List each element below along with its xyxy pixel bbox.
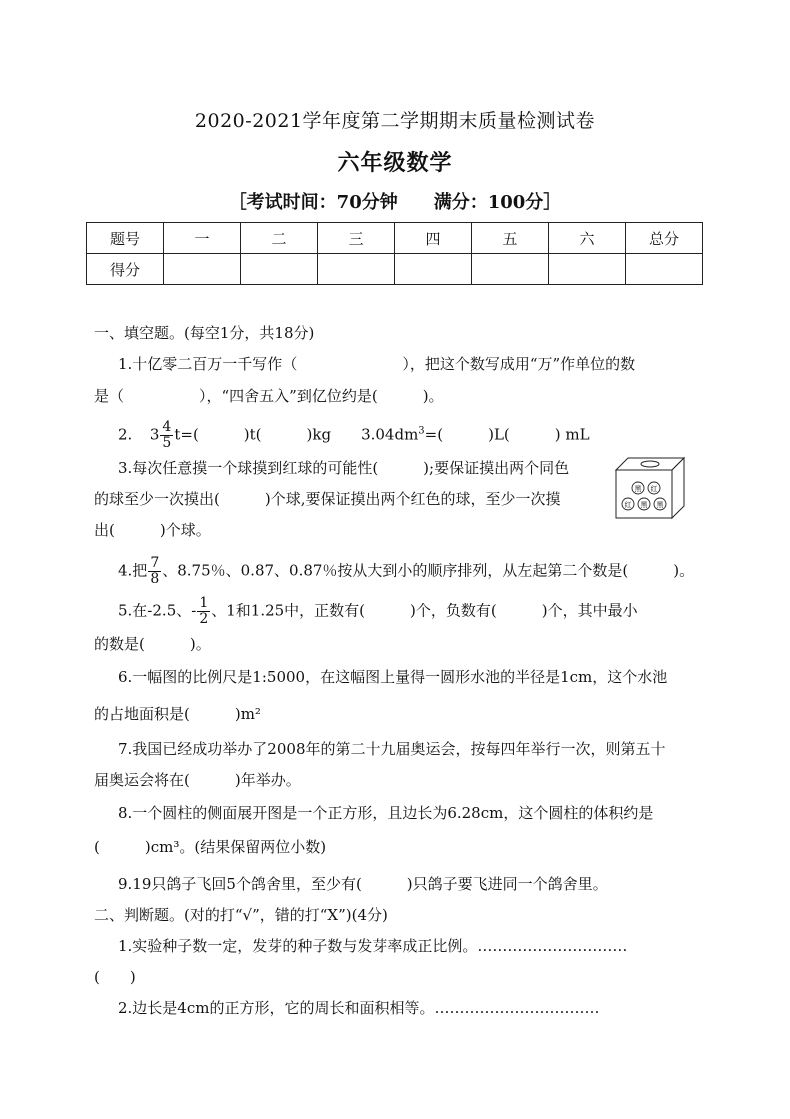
question-8-line2: ( )cm³。(结果保留两位小数) [94, 838, 327, 856]
question-3-line1: 3.每次任意摸一个球摸到红球的可能性( );要保证摸出两个同色 [118, 459, 570, 477]
score-table-cell: 三 [318, 223, 395, 254]
question-2-text: t=( )t( )kg 3.04dm [174, 425, 419, 444]
fraction [160, 420, 173, 451]
fraction-denominator: 8 [150, 571, 160, 587]
question-4-prefix: 4.把 [118, 561, 148, 580]
question-5-text: 、1和1.25中，正数有( )个，负数有( )个，其中最小 [211, 601, 638, 620]
fraction [148, 556, 161, 587]
mixed-number-whole: 3 [149, 425, 160, 444]
question-5-line1 [118, 596, 638, 627]
fraction-numerator: 1 [199, 595, 209, 611]
score-table-cell: 五 [472, 223, 549, 254]
score-cell-empty[interactable] [164, 254, 241, 285]
question-7-line1: 7.我国已经成功举办了2008年的第二十九届奥运会，按每四年举行一次，则第五十 [118, 740, 666, 758]
question-4-text: 、8.75％、0.87、0.87％按从大到小的顺序排列，从左起第二个数是( )。 [162, 561, 695, 580]
ball-label: 黑 [656, 501, 664, 509]
section2-heading: 二、判断题。(对的打“√”，错的打“X”)(4分) [94, 906, 388, 924]
score-cell-empty[interactable] [318, 254, 395, 285]
score-cell-empty[interactable] [241, 254, 318, 285]
subject-heading: 六年级数学 [337, 150, 453, 176]
judgment-1: 1.实验种子数一定，发芽的种子数与发芽率成正比例。………………………… [118, 937, 628, 955]
question-1-line1: 1.十亿零二百万一千写作（ ），把这个数写成用“万”作单位的数 [118, 355, 636, 373]
fraction-numerator: 4 [162, 419, 172, 435]
question-4 [118, 556, 694, 587]
score-table-cell: 题号 [87, 223, 164, 254]
score-cell-empty[interactable] [549, 254, 626, 285]
question-1-line2: 是（ ），“四舍五入”到亿位约是( )。 [94, 387, 444, 405]
question-7-line2: 届奥运会将在( )年举办。 [94, 771, 301, 789]
score-table-score-row [87, 254, 703, 285]
ball-box-illustration [614, 456, 686, 520]
score-table-cell: 六 [549, 223, 626, 254]
question-2 [118, 420, 590, 451]
ball-label: 红 [650, 485, 658, 493]
section1-heading: 一、填空题。(每空1分，共18分) [94, 324, 315, 342]
score-table [86, 222, 703, 285]
question-8-line1: 8.一个圆柱的侧面展开图是一个正方形，且边长为6.28cm，这个圆柱的体积约是 [118, 804, 654, 822]
fraction-numerator: 7 [150, 555, 160, 571]
score-table-cell: 总分 [626, 223, 703, 254]
question-6-line1: 6.一幅图的比例尺是1:5000，在这幅图上量得一圆形水池的半径是1cm，这个水池 [118, 668, 668, 686]
judgment-2: 2.边长是4cm的正方形，它的周长和面积相等。…………………………… [118, 999, 600, 1017]
ball-label: 黑 [634, 485, 642, 493]
score-cell-empty[interactable] [472, 254, 549, 285]
question-6-line2: 的占地面积是( )m² [94, 705, 261, 723]
exam-title: 2020-2021学年度第二学期期末质量检测试卷 [194, 110, 596, 132]
fraction-denominator: 5 [162, 435, 172, 451]
score-table-cell: 一 [164, 223, 241, 254]
ball-label: 黑 [640, 501, 648, 509]
score-table-cell: 二 [241, 223, 318, 254]
exam-info: ［考试时间：70分钟 满分：100分］ [228, 192, 562, 213]
question-5-prefix: 5.在-2.5、- [118, 601, 197, 620]
score-row-label: 得分 [87, 254, 164, 285]
score-cell-empty[interactable] [626, 254, 703, 285]
fraction [197, 596, 210, 627]
score-table-header-row [87, 223, 703, 254]
cubic-superscript: 3 [418, 425, 425, 437]
question-2-number: 2. [118, 425, 133, 444]
question-9: 9.19只鸽子飞回5个鸽舍里，至少有( )只鸽子要飞进同一个鸽舍里。 [118, 875, 608, 893]
judgment-1-answer-paren[interactable]: ( ) [94, 968, 136, 986]
question-2-text-end: =( )L( ) mL [424, 425, 590, 444]
question-5-line2: 的数是( )。 [94, 635, 211, 653]
fraction-denominator: 2 [199, 611, 209, 627]
score-cell-empty[interactable] [395, 254, 472, 285]
ball-label: 红 [624, 501, 632, 509]
question-3-line2: 的球至少一次摸出( )个球,要保证摸出两个红色的球，至少一次摸 [94, 490, 561, 508]
score-table-cell: 四 [395, 223, 472, 254]
question-3-line3: 出( )个球。 [94, 521, 211, 539]
